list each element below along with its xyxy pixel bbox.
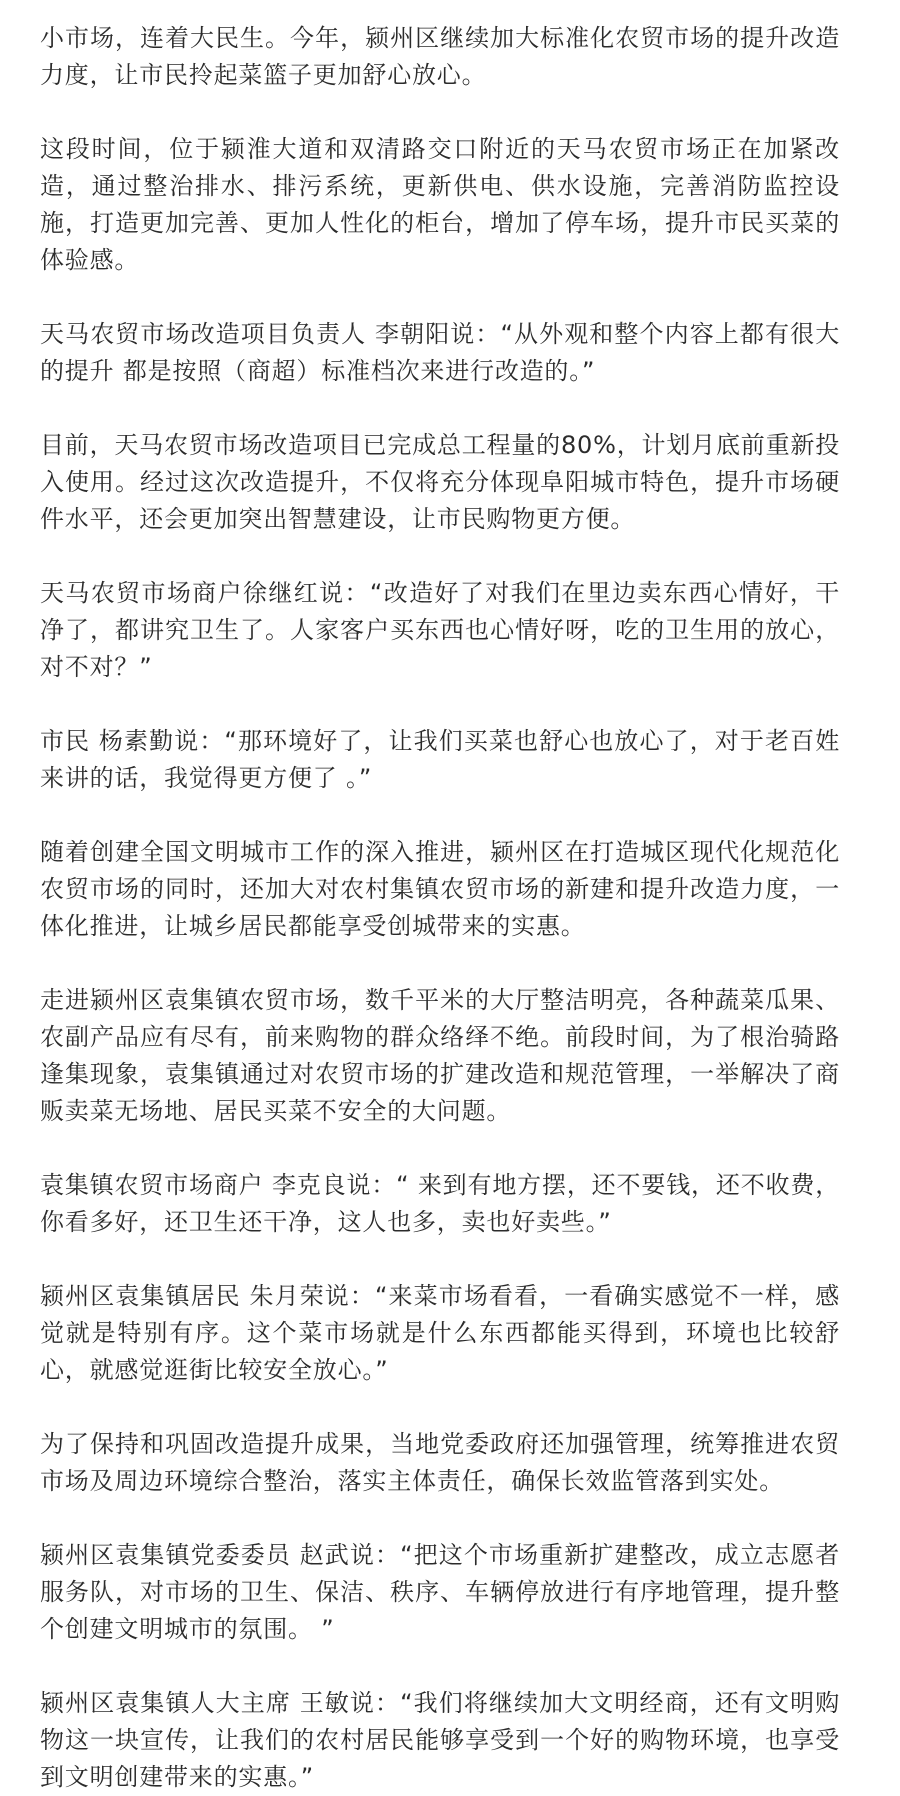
- article-paragraph: 目前，天马农贸市场改造项目已完成总工程量的80%，计划月底前重新投入使用。经过这次改造提升，不仅将充分体现阜阳城市特色，提升市场硬件水平，还会更加突出智慧建设，让市民购物更方便。: [40, 431, 840, 533]
- article-paragraph: 袁集镇农贸市场商户 李克良说：“ 来到有地方摆，还不要钱，还不收费，你看多好，还卫生还干净，这人也多，卖也好卖些。”: [40, 1171, 840, 1236]
- article-paragraph: 天马农贸市场改造项目负责人 李朝阳说：“从外观和整个内容上都有很大的提升 都是按照（商超）标准档次来进行改造的。”: [40, 320, 840, 385]
- article-paragraph: 天马农贸市场商户徐继红说：“改造好了对我们在里边卖东西心情好，干净了，都讲究卫生了。人家客户买东西也心情好呀，吃的卫生用的放心，对不对？”: [40, 579, 840, 681]
- article-paragraph: 颍州区袁集镇居民 朱月荣说：“来菜市场看看，一看确实感觉不一样，感觉就是特别有序。这个菜市场就是什么东西都能买得到，环境也比较舒心，就感觉逛街比较安全放心。”: [40, 1282, 840, 1384]
- article-paragraph: 这段时间，位于颍淮大道和双清路交口附近的天马农贸市场正在加紧改造，通过整治排水、排污系统，更新供电、供水设施，完善消防监控设施，打造更加完善、更加人性化的柜台，增加了停车场，提升市民买菜的体验感。: [40, 135, 840, 274]
- article-paragraph: 市民 杨素勤说：“那环境好了，让我们买菜也舒心也放心了，对于老百姓来讲的话，我觉得更方便了 。”: [40, 727, 840, 792]
- article-paragraph: 走进颍州区袁集镇农贸市场，数千平米的大厅整洁明亮，各种蔬菜瓜果、农副产品应有尽有，前来购物的群众络绎不绝。前段时间，为了根治骑路逢集现象，袁集镇通过对农贸市场的扩建改造和规范管理，一举解决了商贩卖菜无场地、居民买菜不安全的大问题。: [40, 986, 840, 1125]
- article-paragraph: 为了保持和巩固改造提升成果，当地党委政府还加强管理，统筹推进农贸市场及周边环境综合整治，落实主体责任，确保长效监管落到实处。: [40, 1430, 840, 1495]
- article-body: [40, 20, 840, 1796]
- article-paragraph: 随着创建全国文明城市工作的深入推进，颍州区在打造城区现代化规范化农贸市场的同时，还加大对农村集镇农贸市场的新建和提升改造力度，一体化推进，让城乡居民都能享受创城带来的实惠。: [40, 838, 840, 940]
- article-paragraph: 颍州区袁集镇党委委员 赵武说：“把这个市场重新扩建整改，成立志愿者服务队，对市场的卫生、保洁、秩序、车辆停放进行有序地管理，提升整个创建文明城市的氛围。 ”: [40, 1541, 840, 1643]
- article-paragraph: 颍州区袁集镇人大主席 王敏说：“我们将继续加大文明经商，还有文明购物这一块宣传，让我们的农村居民能够享受到一个好的购物环境，也享受到文明创建带来的实惠。”: [40, 1689, 840, 1791]
- article-paragraph: 小市场，连着大民生。今年，颍州区继续加大标准化农贸市场的提升改造力度，让市民拎起菜篮子更加舒心放心。: [40, 24, 840, 89]
